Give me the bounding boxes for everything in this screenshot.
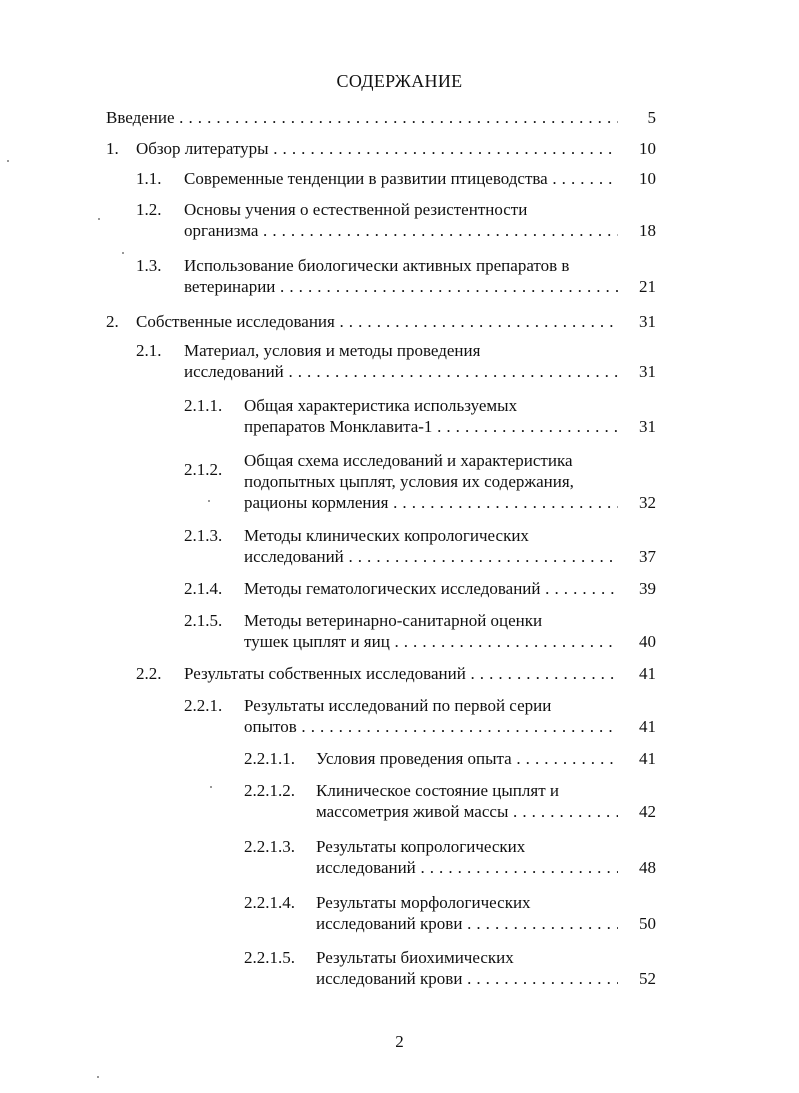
toc-entry-text: Результаты исследований по первой серии xyxy=(244,696,552,715)
toc-entry-page: 31 xyxy=(639,417,656,436)
toc-entry-number: 1.2. xyxy=(136,200,162,219)
toc-entry-number: 2. xyxy=(106,312,119,331)
toc-entry-page: 31 xyxy=(639,312,656,331)
toc-entry-text: Общая характеристика используемых xyxy=(244,396,518,415)
toc-entry-number: 1.3. xyxy=(136,256,162,275)
toc-entry-number: 2.1.4. xyxy=(184,579,223,598)
toc-entry-text: Собственные исследования . . . xyxy=(136,312,618,332)
toc-entry-text: рационы кормления . . . xyxy=(244,493,618,513)
toc-entry-page: 41 xyxy=(639,749,656,768)
toc-entry-text: Методы гематологических исследований . . . xyxy=(244,579,618,599)
toc-entry-page: 5 xyxy=(647,108,656,127)
toc-entry-page: 32 xyxy=(639,493,656,512)
toc-entry-text: Результаты копрологических xyxy=(316,837,526,856)
toc-entry-text: Результаты морфологических xyxy=(316,893,531,912)
toc-entry-number: 2.1.5. xyxy=(184,611,223,630)
toc-entry-text: Использование биологически активных препаратов в xyxy=(184,256,570,275)
toc-entry-page: 40 xyxy=(639,632,656,651)
toc-entry-page: 41 xyxy=(639,717,656,736)
toc-entry-text: ветеринарии . . . xyxy=(184,277,618,297)
toc-entry-text: Современные тенденции в развитии птицеводства . . . xyxy=(184,169,618,189)
toc-entry-number: 2.2.1.2. xyxy=(244,781,295,800)
toc-entry-text: исследований крови . . . xyxy=(316,969,618,989)
toc-entry-number: 2.2.1.1. xyxy=(244,749,295,768)
toc-entry-number: 2.2. xyxy=(136,664,162,683)
toc-entry-text: препаратов Монклавита-1 . . . xyxy=(244,417,618,437)
toc-entry-text: массометрия живой массы . . . xyxy=(316,802,618,822)
toc-entry-page: 10 xyxy=(639,139,656,158)
toc-entry-number: 2.2.1.5. xyxy=(244,948,295,967)
toc-entry-text: Общая схема исследований и характеристика xyxy=(244,451,573,470)
toc-entry-number: 2.2.1.4. xyxy=(244,893,295,912)
toc-entry-text: организма . . . xyxy=(184,221,618,241)
scan-speck xyxy=(210,786,212,788)
toc-entry-page: 10 xyxy=(639,169,656,188)
page-number: 2 xyxy=(395,1032,404,1051)
toc-entry-number: 2.1.1. xyxy=(184,396,223,415)
toc-entry-number: 1. xyxy=(106,139,119,158)
toc-entry-text: Материал, условия и методы проведения xyxy=(184,341,481,360)
toc-entry-text: Методы ветеринарно-санитарной оценки xyxy=(244,611,543,630)
toc-entry-page: 31 xyxy=(639,362,656,381)
toc-entry-page: 21 xyxy=(639,277,656,296)
toc-entry-text: опытов . . . xyxy=(244,717,618,737)
toc-entry-text: Клиническое состояние цыплят и xyxy=(316,781,559,800)
toc-entry-text: исследований крови . . . xyxy=(316,914,618,934)
toc-entry-text: Результаты биохимических xyxy=(316,948,514,967)
toc-entry-page: 50 xyxy=(639,914,656,933)
toc-entry-text: Результаты собственных исследований . . . xyxy=(184,664,618,684)
toc-entry-page: 37 xyxy=(639,547,656,566)
scan-speck xyxy=(208,500,210,502)
toc-entry-number: 2.2.1.3. xyxy=(244,837,295,856)
toc-entry-page: 41 xyxy=(639,664,656,683)
toc-entry-page: 52 xyxy=(639,969,656,988)
toc-entry-text: Обзор литературы . . . xyxy=(136,139,618,159)
toc-entry-text: Введение . . . xyxy=(106,108,618,128)
toc-entry-text: Методы клинических копрологических xyxy=(244,526,529,545)
toc-entry-text: исследований . . . xyxy=(244,547,618,567)
toc-entry-number: 2.2.1. xyxy=(184,696,223,715)
toc-entry-text: подопытных цыплят, условия их содержания, xyxy=(244,472,574,491)
toc-entry-text: исследований . . . xyxy=(184,362,618,382)
toc-entry-page: 42 xyxy=(639,802,656,821)
toc-entry-page: 48 xyxy=(639,858,656,877)
scan-speck xyxy=(122,252,124,254)
toc-entry-number: 1.1. xyxy=(136,169,162,188)
page-title: СОДЕРЖАНИЕ xyxy=(336,71,463,91)
scan-speck xyxy=(97,1076,99,1078)
toc-entry-text: Основы учения о естественной резистентности xyxy=(184,200,528,219)
toc-entry-text: исследований . . . xyxy=(316,858,618,878)
toc-entry-number: 2.1. xyxy=(136,341,162,360)
toc-entry-number: 2.1.3. xyxy=(184,526,223,545)
toc-entry-text: Условия проведения опыта . . . xyxy=(316,749,618,769)
scan-speck xyxy=(7,160,9,162)
toc-entry-page: 18 xyxy=(639,221,656,240)
scan-speck xyxy=(98,218,100,220)
toc-entry-text: тушек цыплят и яиц . . . xyxy=(244,632,618,652)
toc-entry-number: 2.1.2. xyxy=(184,460,223,479)
toc-entry-page: 39 xyxy=(639,579,656,598)
